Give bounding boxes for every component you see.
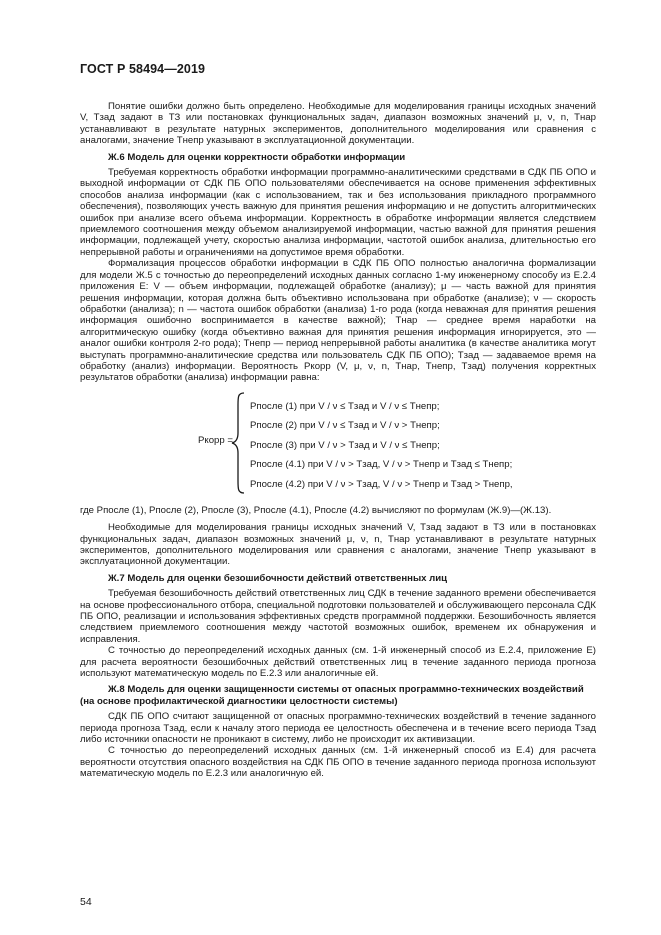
- section-zh6-heading: Ж.6 Модель для оценки корректности обработки информации: [108, 151, 406, 163]
- section-zh7-heading: Ж.7 Модель для оценки безошибочности действий ответственных лиц: [108, 572, 448, 584]
- section-zh6-paragraph-1: Требуемая корректность обработки информации программно-аналитическими средствами в СДК ПБ ОПО и выходной информации от СДК ПБ ОПО пользователями обеспечивается на основе применения эффективных способов анализа информации (как с использованием, так и без использования прикладного программного обеспечения), позволяющих учесть важную для принятия решения информацию и не допустить алгоритмических ошибок при анализе всего объема информации. Корректность в обработке информации является следствием приемлемого соотношения между объемом анализируемой информации, частью важной для принятия решения информации, подлежащей учету, скоростью анализа информации, частотой ошибок анализа, длительностью его непрерывной работы и ограничениями на допустимое время обработки.: [80, 167, 596, 258]
- section-zh6-paragraph-3: Необходимые для моделирования границы исходных значений V, Tзад задают в ТЗ или в постановках функциональных задач, диапазон возможных значений μ, ν, n, Tнар устанавливают в результате натурных экспериментов, дополнительного моделирования или сравнения с аналогами, значение Tнепр указывают в эксплуатационной документации.: [80, 522, 596, 568]
- formula-case-4-2: Pпосле (4.2) при V / ν > Tзад, V / ν > Tнепр и Tзад > Tнепр,: [250, 478, 513, 490]
- formula-case-4-1: Pпосле (4.1) при V / ν > Tзад, V / ν > Tнепр и Tзад ≤ Tнепр;: [250, 459, 513, 471]
- formula-lhs: Pкорр =: [198, 434, 233, 446]
- intro-paragraph: Понятие ошибки должно быть определено. Необходимые для моделирования границы исходных значений V, Tзад задают в ТЗ или постановках функциональных задач, диапазон возможных значений μ, ν, n, Tнар устанавливают в результате натурных экспериментов, дополнительного моделирования или сравнения с аналогами, значение Tнепр указывают в эксплуатационной документации.: [80, 101, 596, 147]
- section-zh7-paragraph-1: Требуемая безошибочность действий ответственных лиц СДК в течение заданного времени обеспечивается на основе профессионального отбора, специальной подготовки пользователей и обслуживающего персонала СДК ПБ ОПО, реализации и использования эффективных средств программной поддержки. Безошибочность является следствием приемлемого соотношения между частотой возможных ошибок, временем их обнаружения и исправления.: [80, 588, 596, 645]
- probability-formula: [80, 391, 596, 495]
- section-zh7-paragraph-2: С точностью до переопределений исходных данных (см. 1-й инженерный способ из Е.2.4, приложение Е) для расчета вероятности безошибочных действий ответственных лиц в течение заданного периода прогноза используют математическую модель по Е.2.3 или аналогичные ей.: [80, 645, 596, 680]
- formula-cases: [250, 397, 513, 495]
- standard-header: ГОСТ Р 58494—2019: [80, 62, 206, 76]
- formula-case-3: Pпосле (3) при V / ν > Tзад и V / ν ≤ Tнепр;: [250, 439, 440, 451]
- formula-case-1: Pпосле (1) при V / ν ≤ Tзад и V / ν ≤ Tнепр;: [250, 400, 440, 412]
- section-zh8-heading: Ж.8 Модель для оценки защищенности системы от опасных программно-технических воздействий: [108, 684, 584, 696]
- formula-case-2: Pпосле (2) при V / ν ≤ Tзад и V / ν > Tнепр;: [250, 420, 440, 432]
- section-zh6-paragraph-2: Формализация процессов обработки информации в СДК ПБ ОПО полностью аналогична формализации для модели Ж.5 с точностью до переопределений исходных данных согласно 1-му инженерному способу из Е.2.4 приложения Е: V — объем информации, подлежащей обработке (анализу); μ — часть важной для принятия решения информации, которая должна быть объективно использована при обработке (анализе); ν — скорость обработки (анализа); n — частота ошибок обработки (анализа) 1-го рода (когда неважная для принятия решения информация ошибочно воспринимается в качестве важной); Tнар — среднее время наработки на алгоритмическую ошибку (когда объективно важная для принятия решения информация игнорируется, это — аналог ошибки контроля 2-го рода); Tнепр — период непрерывной работы аналитика (в качестве аналитика могут выступать программно-аналитические средства или пользователь СДК ПБ ОПО); Tзад — задаваемое время на обработку (анализ) информации. Вероятность Pкорр (V, μ, ν, n, Tнар, Tнепр, Tзад) получения корректных результатов обработки (анализа) информации равна:: [80, 258, 596, 384]
- page-number: 54: [80, 896, 92, 908]
- section-zh8-heading-continued: (на основе профилактической диагностики целостности системы): [80, 695, 398, 707]
- section-zh8-paragraph-1: СДК ПБ ОПО считают защищенной от опасных программно-технических воздействий в течение заданного периода прогноза Tзад, если к началу этого периода ее целостность обеспечена и в течение всего периода Tзад либо источники опасности не проникают в систему, либо не происходит их активизации.: [80, 711, 596, 746]
- page-body: [80, 101, 596, 780]
- section-zh8-paragraph-2: С точностью до переопределений исходных данных (см. 1-й инженерный способ из Е.4) для расчета вероятности отсутствия опасного воздействия на СДК ПБ ОПО в течение заданного периода прогноза используют математическую модель по Е.2.3 или аналогичную ей.: [80, 745, 596, 780]
- formula-where-note: где Pпосле (1), Pпосле (2), Pпосле (3), Pпосле (4.1), Pпосле (4.2) вычисляют по формулам (Ж.9)—(Ж.13).: [80, 504, 552, 516]
- left-brace-icon: [231, 391, 247, 495]
